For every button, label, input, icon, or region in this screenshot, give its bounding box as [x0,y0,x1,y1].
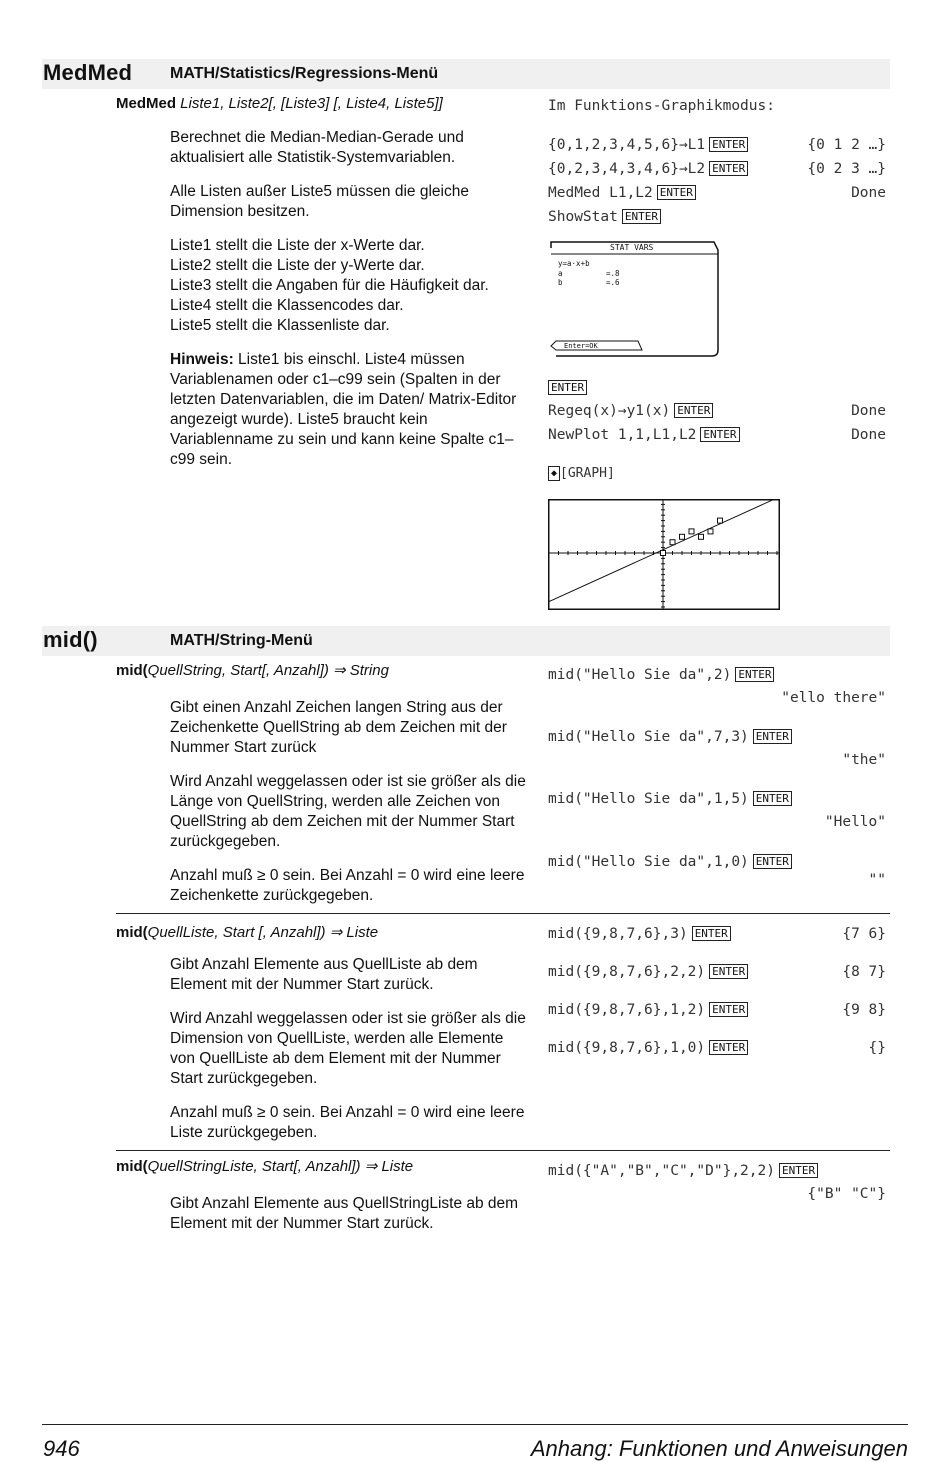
desc-medmed-lists: Liste1 stellt die Liste der x-Werte dar. Liste2 stellt die Liste der y-Werte dar. Liste3 stellt die Angaben für die Häufigkeit dar. Liste4 stellt die Klassencodes dar. Liste5 stellt die Klassenliste dar. [170,237,489,334]
example-input-4: ShowStat ENTER [548,209,661,225]
desc-mid-string-2: Wird Anzahl weggelassen oder ist sie größer als die Länge von QuellString, werden alle Zeichen von QuellString ab dem Zeichen mit der Nummer Start zurückgegeben. [170,773,526,850]
mid-string-example-4: mid("Hello Sie da",1,0) ENTER [548,854,792,870]
enter-key: ENTER [709,161,748,176]
stat-vars-screen [548,240,720,360]
graph-data-point [708,529,713,534]
example-input-6: NewPlot 1,1,L1,L2 ENTER [548,427,740,443]
page-number: 946 [43,1436,80,1461]
stat-vars-b-value: =.6 [606,278,620,287]
syntax-mid-string: mid(QuellString, Start[, Anzahl]) ⇒ String [116,662,389,679]
example-enter [548,380,587,396]
entry-title-medmed: MedMed [43,60,133,85]
mid-string-example-2: mid("Hello Sie da",7,3) ENTER [548,729,792,745]
enter-key: ENTER [709,137,748,152]
entry-menu-medmed: MATH/Statistics/Regressions-Menü [170,65,439,82]
stat-vars-footer: Enter=OK [564,342,598,350]
desc-mid-list-3: Anzahl muß ≥ 0 sein. Bei Anzahl = 0 wird eine leere Liste zurückgegeben. [170,1104,525,1141]
mid-stringlist-example: mid({"A","B","C","D"},2,2) ENTER [548,1163,818,1179]
example-input-5: Regeq(x)→y1(x) ENTER [548,403,713,419]
graph-data-point [661,551,666,556]
mid-list-example-4: mid({9,8,7,6},1,0) ENTER [548,1040,748,1056]
mid-string-result-3: "Hello" [824,814,886,830]
enter-key: ENTER [700,427,739,442]
enter-key: ENTER [735,667,774,682]
mid-list-result-2: {8 7} [842,964,886,980]
example-mode: Im Funktions-Graphikmodus: [548,98,775,114]
syntax-mid-stringlist: mid(QuellStringListe, Start[, Anzahl]) ⇒ Liste [116,1158,414,1175]
divider [116,1150,890,1151]
desc-medmed-1: Berechnet die Median-Median-Gerade und aktualisiert alle Statistik-Systemvariablen. [170,129,464,166]
mid-list-example-3: mid({9,8,7,6},1,2) ENTER [548,1002,748,1018]
desc-mid-string-3: Anzahl muß ≥ 0 sein. Bei Anzahl = 0 wird eine leere Zeichenkette zurückgegeben. [170,867,525,904]
mid-list-result-1: {7 6} [842,926,886,942]
entry-menu-mid: MATH/String-Menü [170,632,313,649]
enter-key: ENTER [779,1163,818,1178]
stat-vars-title: STAT VARS [610,243,654,252]
example-input-3: MedMed L1,L2 ENTER [548,185,696,201]
example-result-1: {0 1 2 …} [807,137,886,153]
mid-list-example-1: mid({9,8,7,6},3) ENTER [548,926,731,942]
entry-title-mid: mid() [43,627,98,652]
enter-key: ENTER [674,403,713,418]
stat-vars-b-label: b [558,278,563,287]
syntax-medmed: MedMed Liste1, Liste2[, [Liste3] [, Liste4, Liste5]] [116,95,443,112]
enter-key: ENTER [709,1040,748,1055]
enter-key: ENTER [692,926,731,941]
enter-key: ENTER [548,380,587,395]
mid-list-result-3: {9 8} [842,1002,886,1018]
desc-medmed-2: Alle Listen außer Liste5 müssen die gleiche Dimension besitzen. [170,183,469,220]
graph-data-point [670,540,675,545]
enter-key: ENTER [753,791,792,806]
stat-vars-a-value: =.8 [606,269,620,278]
example-result-3: Done [851,185,886,201]
mid-string-result-1: "ello there" [781,690,886,706]
example-graph-keys: ◆ [GRAPH] [548,466,615,481]
mid-string-result-4: "" [868,872,886,888]
diamond-key: ◆ [548,466,560,481]
desc-mid-string-1: Gibt einen Anzahl Zeichen langen String aus der Zeichenkette QuellString ab dem Zeichen mit der Nummer Start zurück [170,699,507,756]
chapter-title: Anhang: Funktionen und Anweisungen [530,1436,908,1461]
desc-mid-stringlist-1: Gibt Anzahl Elemente aus QuellStringListe ab dem Element mit der Nummer Start zurück. [170,1195,519,1232]
example-result-2: {0 2 3 …} [807,161,886,177]
mid-string-result-2: "the" [842,752,886,768]
stat-vars-eq: y=a·x+b [558,259,590,268]
graph-data-point [699,534,704,539]
mid-list-example-2: mid({9,8,7,6},2,2) ENTER [548,964,748,980]
graph-plot [548,499,780,610]
enter-key: ENTER [709,1002,748,1017]
graph-data-point [680,534,685,539]
divider [116,913,890,914]
enter-key: ENTER [657,185,696,200]
graph-screen [548,499,780,610]
enter-key: ENTER [709,964,748,979]
graph-data-point [718,518,723,523]
mid-string-example-1: mid("Hello Sie da",2) ENTER [548,667,774,683]
note-medmed: Hinweis: Liste1 bis einschl. Liste4 müssen Variablenamen oder c1–c99 sein (Spalten in der letzten Datenvariablen, die im Daten/ Matrix-Editor angezeigt wurde). Liste5 braucht kein Variablenname zu sein und kann keine Spalte c1–c99 sein. [170,351,517,468]
example-result-5: Done [851,403,886,419]
mid-stringlist-result: {"B" "C"} [807,1186,886,1202]
enter-key: ENTER [622,209,661,224]
footer-rule [42,1424,908,1425]
enter-key: ENTER [753,729,792,744]
enter-key: ENTER [753,854,792,869]
stat-vars-a-label: a [558,269,563,278]
syntax-mid-list: mid(QuellListe, Start [, Anzahl]) ⇒ Liste [116,924,379,941]
desc-mid-list-2: Wird Anzahl weggelassen oder ist sie größer als die Dimension von QuellListe, werden alle Elemente von QuellListe ab dem Element mit der Nummer Start zurückgegeben. [170,1010,526,1087]
mid-string-example-3: mid("Hello Sie da",1,5) ENTER [548,791,792,807]
example-input-1: {0,1,2,3,4,5,6}→L1 ENTER [548,137,748,153]
example-result-6: Done [851,427,886,443]
graph-data-point [689,529,694,534]
desc-mid-list-1: Gibt Anzahl Elemente aus QuellListe ab dem Element mit der Nummer Start zurück. [170,956,478,993]
example-input-2: {0,2,3,4,3,4,6}→L2 ENTER [548,161,748,177]
mid-list-result-4: {} [868,1040,886,1056]
